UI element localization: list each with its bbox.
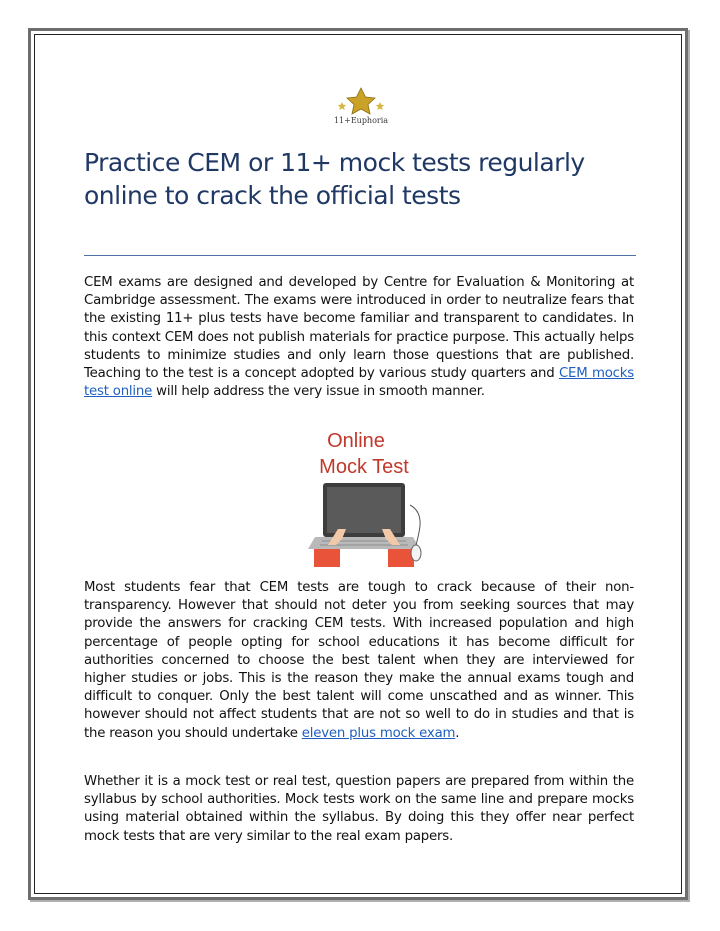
mouse-icon	[410, 505, 421, 561]
online-mock-test-illustration	[300, 425, 430, 570]
paragraph-1-text-end: will help address the very issue in smooth manner.	[152, 384, 485, 400]
eleven-plus-mock-link[interactable]: eleven plus mock exam	[301, 725, 456, 741]
cem-mocks-link[interactable]: CEM mocks test online	[84, 366, 634, 400]
illustration-line-1: Online	[327, 430, 385, 452]
paragraph-2-text-end: .	[455, 725, 460, 741]
paragraph-1-text: CEM exams are designed and developed by Centre for Evaluation & Monitoring at Cambridge assessment. The exams were introduced in order to neutralize fears that the existing 11+ plus tests have become familiar and transparent to candidates. In this context CEM does not publish materials for practice purpose. This actually helps students to minimize studies and only learn those questions that are published. Teaching to the test is a concept adopted by various study quarters and	[84, 275, 634, 382]
star-icon	[331, 86, 391, 118]
illustration-line-2: Mock Test	[319, 456, 409, 478]
paragraph-2-text: Most students fear that CEM tests are tough to crack because of their non-transparency. However that should not deter you from seeking sources that may provide the answers for cracking CEM tests. With increased population and high percentage of people opting for school educations it has become difficult for authorities concerned to choose the best talent when they are interviewed for higher studies or jobs. This is the reason they make the annual exams tough and difficult to conquer. Only the best talent will come unscathed and as winner. This however should not affect students that are not so well to do in studies and that is the reason you should undertake	[84, 580, 634, 741]
laptop-icon	[308, 483, 420, 549]
paragraph-3: Whether it is a mock test or real test, question papers are prepared from within the syllabus by school authorities. Mock tests work on the same line and prepare mocks using material obtained within the syllabus. By doing this they offer near perfect mock tests that are very similar to the real exam papers.	[84, 774, 634, 844]
page-title: Practice CEM or 11+ mock tests regularly online to crack the official tests	[84, 148, 585, 210]
title-divider	[84, 255, 636, 256]
brand-logo	[331, 86, 391, 130]
logo-text: 11+Euphoria	[333, 116, 389, 125]
paragraph-1	[84, 274, 634, 401]
paragraph-2	[84, 579, 634, 743]
